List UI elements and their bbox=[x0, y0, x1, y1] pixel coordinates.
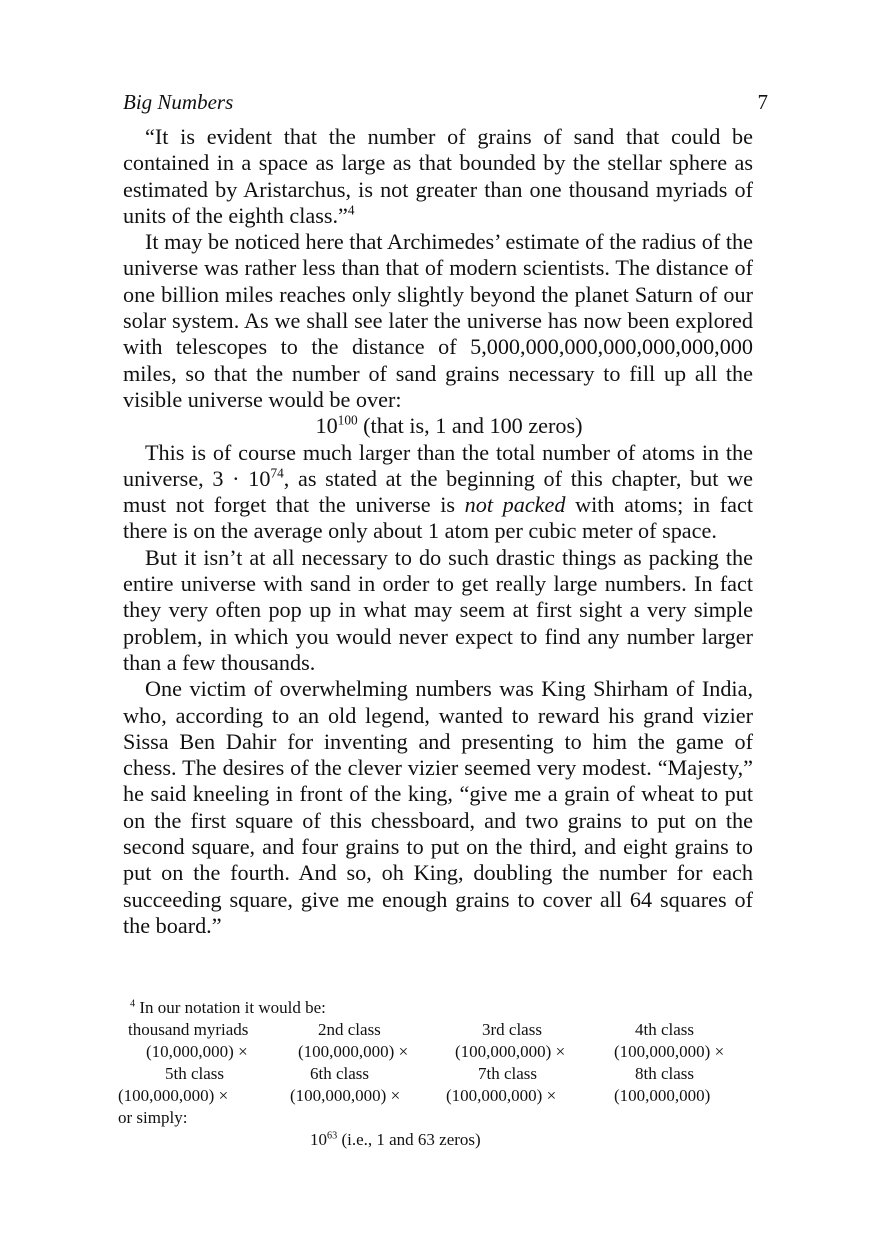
class-value: (100,000,000) × bbox=[118, 1086, 229, 1105]
footnote-intro: In our notation it would be: bbox=[139, 998, 326, 1017]
paragraph-archimedes-estimate: It may be noticed here that Archimedes’ estimate of the radius of the universe was rather less than that of modern scientists. The distance of one billion miles reaches only slightly beyond the planet Saturn of our solar system. As we shall see later the universe has now been explored with telescopes to the distance of 5,000,000,000,000,000,000,000 miles, so that the number of sand grains necessary to fill up all the visible universe would be over: bbox=[123, 229, 753, 412]
paragraph-atoms-comparison bbox=[123, 440, 753, 545]
class-label: 3rd class bbox=[482, 1020, 542, 1039]
final-explanation: (i.e., 1 and 63 zeros) bbox=[337, 1130, 481, 1149]
class-label: 8th class bbox=[635, 1064, 695, 1083]
atoms-emphasis: not packed bbox=[464, 492, 566, 518]
paragraph-king-shirham: One victim of overwhelming numbers was King Shirham of India, who, according to an old legend, wanted to reward his grand vizier Sissa Ben Dahir for inventing and presenting to him the game of chess. The desires of the clever vizier seemed very modest. “Majesty,” he said kneeling in front of the king, “give me a grain of wheat to put on the first square of this chessboard, and two grains to put on the second square, and four grains to put on the third, and eight grains to put on the fourth. And so, oh King, doubling the number for each succeeding square, give me enough grains to cover all 64 squares of the board.” bbox=[123, 676, 753, 938]
class-value: (100,000,000) × bbox=[614, 1042, 725, 1061]
paragraph-large-numbers: But it isn’t at all necessary to do such drastic things as packing the entire universe with sand in order to get really large numbers. In fact they very often pop up in what may seem at first sight a very simple problem, in which you would never expect to find any number larger than a few thousands. bbox=[123, 544, 753, 675]
footnote-calculation-table bbox=[118, 1019, 750, 1127]
atoms-text-b: , as stated at the beginning of this chapter, but we must not forget that the universe is bbox=[123, 465, 753, 518]
final-base: 10 bbox=[310, 1130, 327, 1149]
footnote-final-equation bbox=[310, 1129, 481, 1151]
display-equation-ten-to-hundred bbox=[123, 413, 753, 439]
or-simply-label: or simply: bbox=[118, 1108, 188, 1127]
equation-exponent: 100 bbox=[337, 412, 358, 428]
class-label: 7th class bbox=[478, 1064, 538, 1083]
class-label: thousand myriads bbox=[128, 1020, 249, 1039]
page-number: 7 bbox=[757, 90, 768, 114]
footnote-intro-line bbox=[130, 997, 750, 1019]
paragraph-quote-text: “It is evident that the number of grains of sand that could be contained in a space as large as that bounded by the stellar sphere as estimated by Aristarchus, is not greater than one thousand myriads of units of the eighth class.” bbox=[123, 124, 753, 228]
footnote-reference: 4 bbox=[347, 202, 355, 218]
atoms-text-c: with atoms; in fact there is on the average only about 1 atom per cubic meter of space. bbox=[123, 492, 754, 544]
class-label: 5th class bbox=[165, 1064, 225, 1083]
class-value: (10,000,000) × bbox=[146, 1042, 248, 1061]
class-label: 6th class bbox=[310, 1064, 370, 1083]
class-label: 4th class bbox=[635, 1020, 695, 1039]
final-exponent: 63 bbox=[327, 1130, 338, 1142]
equation-base: 10 bbox=[315, 413, 338, 439]
class-value: (100,000,000) bbox=[614, 1086, 711, 1105]
atoms-exponent: 74 bbox=[270, 465, 284, 481]
class-value: (100,000,000) × bbox=[290, 1086, 401, 1105]
footnote-marker: 4 bbox=[130, 998, 136, 1010]
equation-explanation: (that is, 1 and 100 zeros) bbox=[357, 413, 583, 439]
atoms-text-a: This is of course much larger than the total number of atoms in the universe, 3 · 10 bbox=[123, 439, 753, 491]
class-label: 2nd class bbox=[318, 1020, 381, 1039]
paragraph-quote bbox=[123, 124, 753, 229]
class-value: (100,000,000) × bbox=[446, 1086, 557, 1105]
body-text bbox=[123, 124, 753, 939]
class-value: (100,000,000) × bbox=[298, 1042, 409, 1061]
running-head-title: Big Numbers bbox=[123, 90, 234, 114]
footnote bbox=[118, 997, 750, 1149]
class-value: (100,000,000) × bbox=[455, 1042, 566, 1061]
